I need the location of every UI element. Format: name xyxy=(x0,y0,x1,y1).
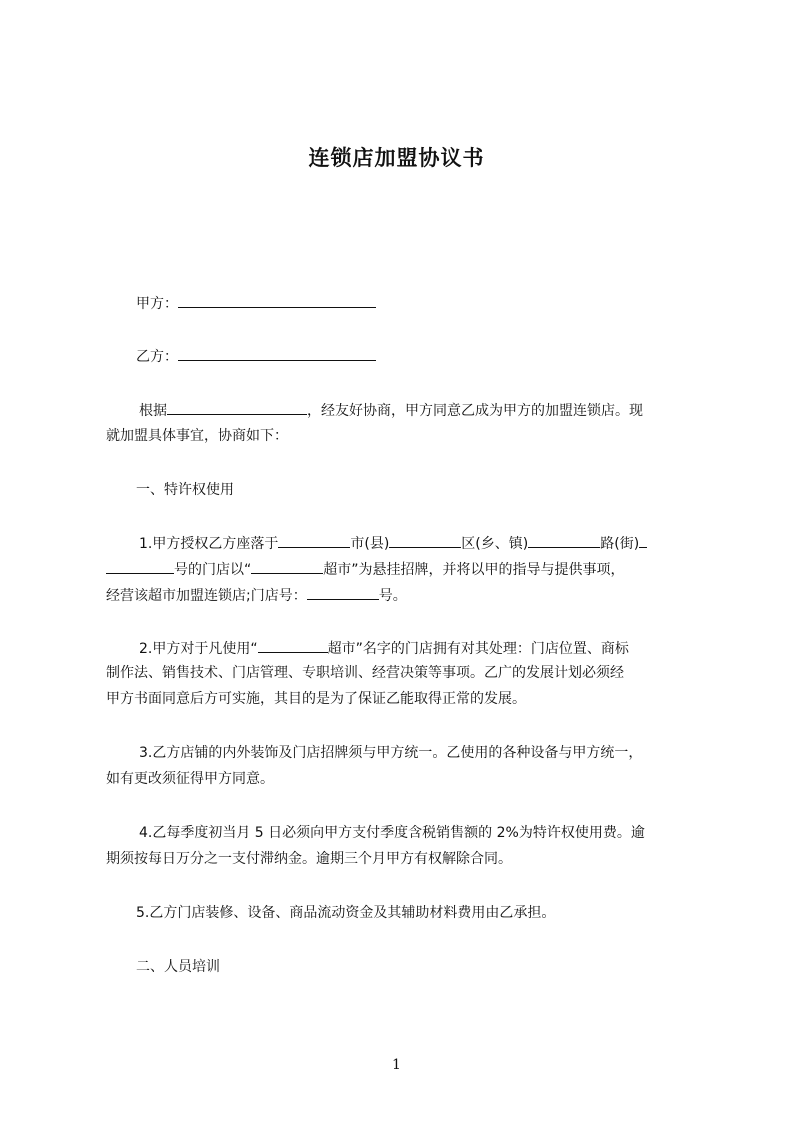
road-blank[interactable] xyxy=(528,533,600,548)
intro-line-2: 就加盟具体事宜，协商如下： xyxy=(106,428,288,444)
clause-1-text-4: 路(街) xyxy=(600,536,640,552)
page-number: 1 xyxy=(392,1057,401,1073)
clause-1-line-1 xyxy=(139,533,647,553)
brand-blank[interactable] xyxy=(258,638,328,653)
district-blank[interactable] xyxy=(389,533,461,548)
number-blank-end[interactable] xyxy=(106,559,174,574)
intro-prefix: 根据 xyxy=(139,403,167,419)
clause-2-text-1: 2.甲方对于凡使用“ xyxy=(139,641,258,657)
party-b-blank[interactable] xyxy=(178,346,376,361)
clause-2-line-3: 甲方书面同意后方可实施，其目的是为了保证乙能取得正常的发展。 xyxy=(106,691,526,707)
clause-1-text-8: 号。 xyxy=(378,588,407,604)
clause-1-line-3 xyxy=(106,585,407,605)
clause-2-line-1 xyxy=(139,638,629,658)
clause-1-line-2 xyxy=(106,559,625,579)
section-1-heading: 一、特许权使用 xyxy=(136,482,234,498)
clause-1-text-6: 超市”为悬挂招牌，并将以甲的指导与提供事项， xyxy=(323,562,625,578)
clause-1-text-1: 1.甲方授权乙方座落于 xyxy=(139,536,279,552)
intro-basis-blank[interactable] xyxy=(167,400,307,415)
intro-line1-suffix: ，经友好协商，甲方同意乙成为甲方的加盟连锁店。现 xyxy=(307,403,643,419)
clause-1-text-2: 市(县) xyxy=(350,536,390,552)
intro-line-1 xyxy=(139,400,643,420)
party-a-label: 甲方： xyxy=(136,296,178,312)
party-a-blank[interactable] xyxy=(178,293,376,308)
clause-5-line-1: 5.乙方门店装修、设备、商品流动资金及其辅助材料费用由乙承担。 xyxy=(136,905,556,921)
party-b-label: 乙方： xyxy=(136,349,178,365)
number-blank-start[interactable] xyxy=(639,533,647,548)
document-title: 连锁店加盟协议书 xyxy=(308,146,485,170)
clause-1-text-5: 号的门店以“ xyxy=(174,562,252,578)
party-b-line xyxy=(136,346,376,366)
city-blank[interactable] xyxy=(278,533,350,548)
store-number-blank[interactable] xyxy=(307,585,379,600)
section-2-heading: 二、人员培训 xyxy=(136,959,220,975)
clause-4-line-1: 4.乙每季度初当月 5 日必须向甲方支付季度含税销售额的 2%为特许权使用费。逾 xyxy=(139,825,645,841)
clause-1-text-7: 经营该超市加盟连锁店;门店号： xyxy=(106,588,307,604)
store-name-blank[interactable] xyxy=(251,559,323,574)
clause-2-line-2: 制作法、销售技术、门店管理、专职培训、经营决策等事项。乙广的发展计划必须经 xyxy=(106,665,624,681)
party-a-line xyxy=(136,293,376,313)
clause-3-line-2: 如有更改须征得甲方同意。 xyxy=(106,771,274,787)
clause-4-line-2: 期须按每日万分之一支付滞纳金。逾期三个月甲方有权解除合同。 xyxy=(106,851,512,867)
clause-1-text-3: 区(乡、镇) xyxy=(461,536,529,552)
clause-2-text-2: 超市”名字的门店拥有对其处理：门店位置、商标 xyxy=(327,641,629,657)
clause-3-line-1: 3.乙方店铺的内外装饰及门店招牌须与甲方统一。乙使用的各种设备与甲方统一， xyxy=(139,745,643,761)
